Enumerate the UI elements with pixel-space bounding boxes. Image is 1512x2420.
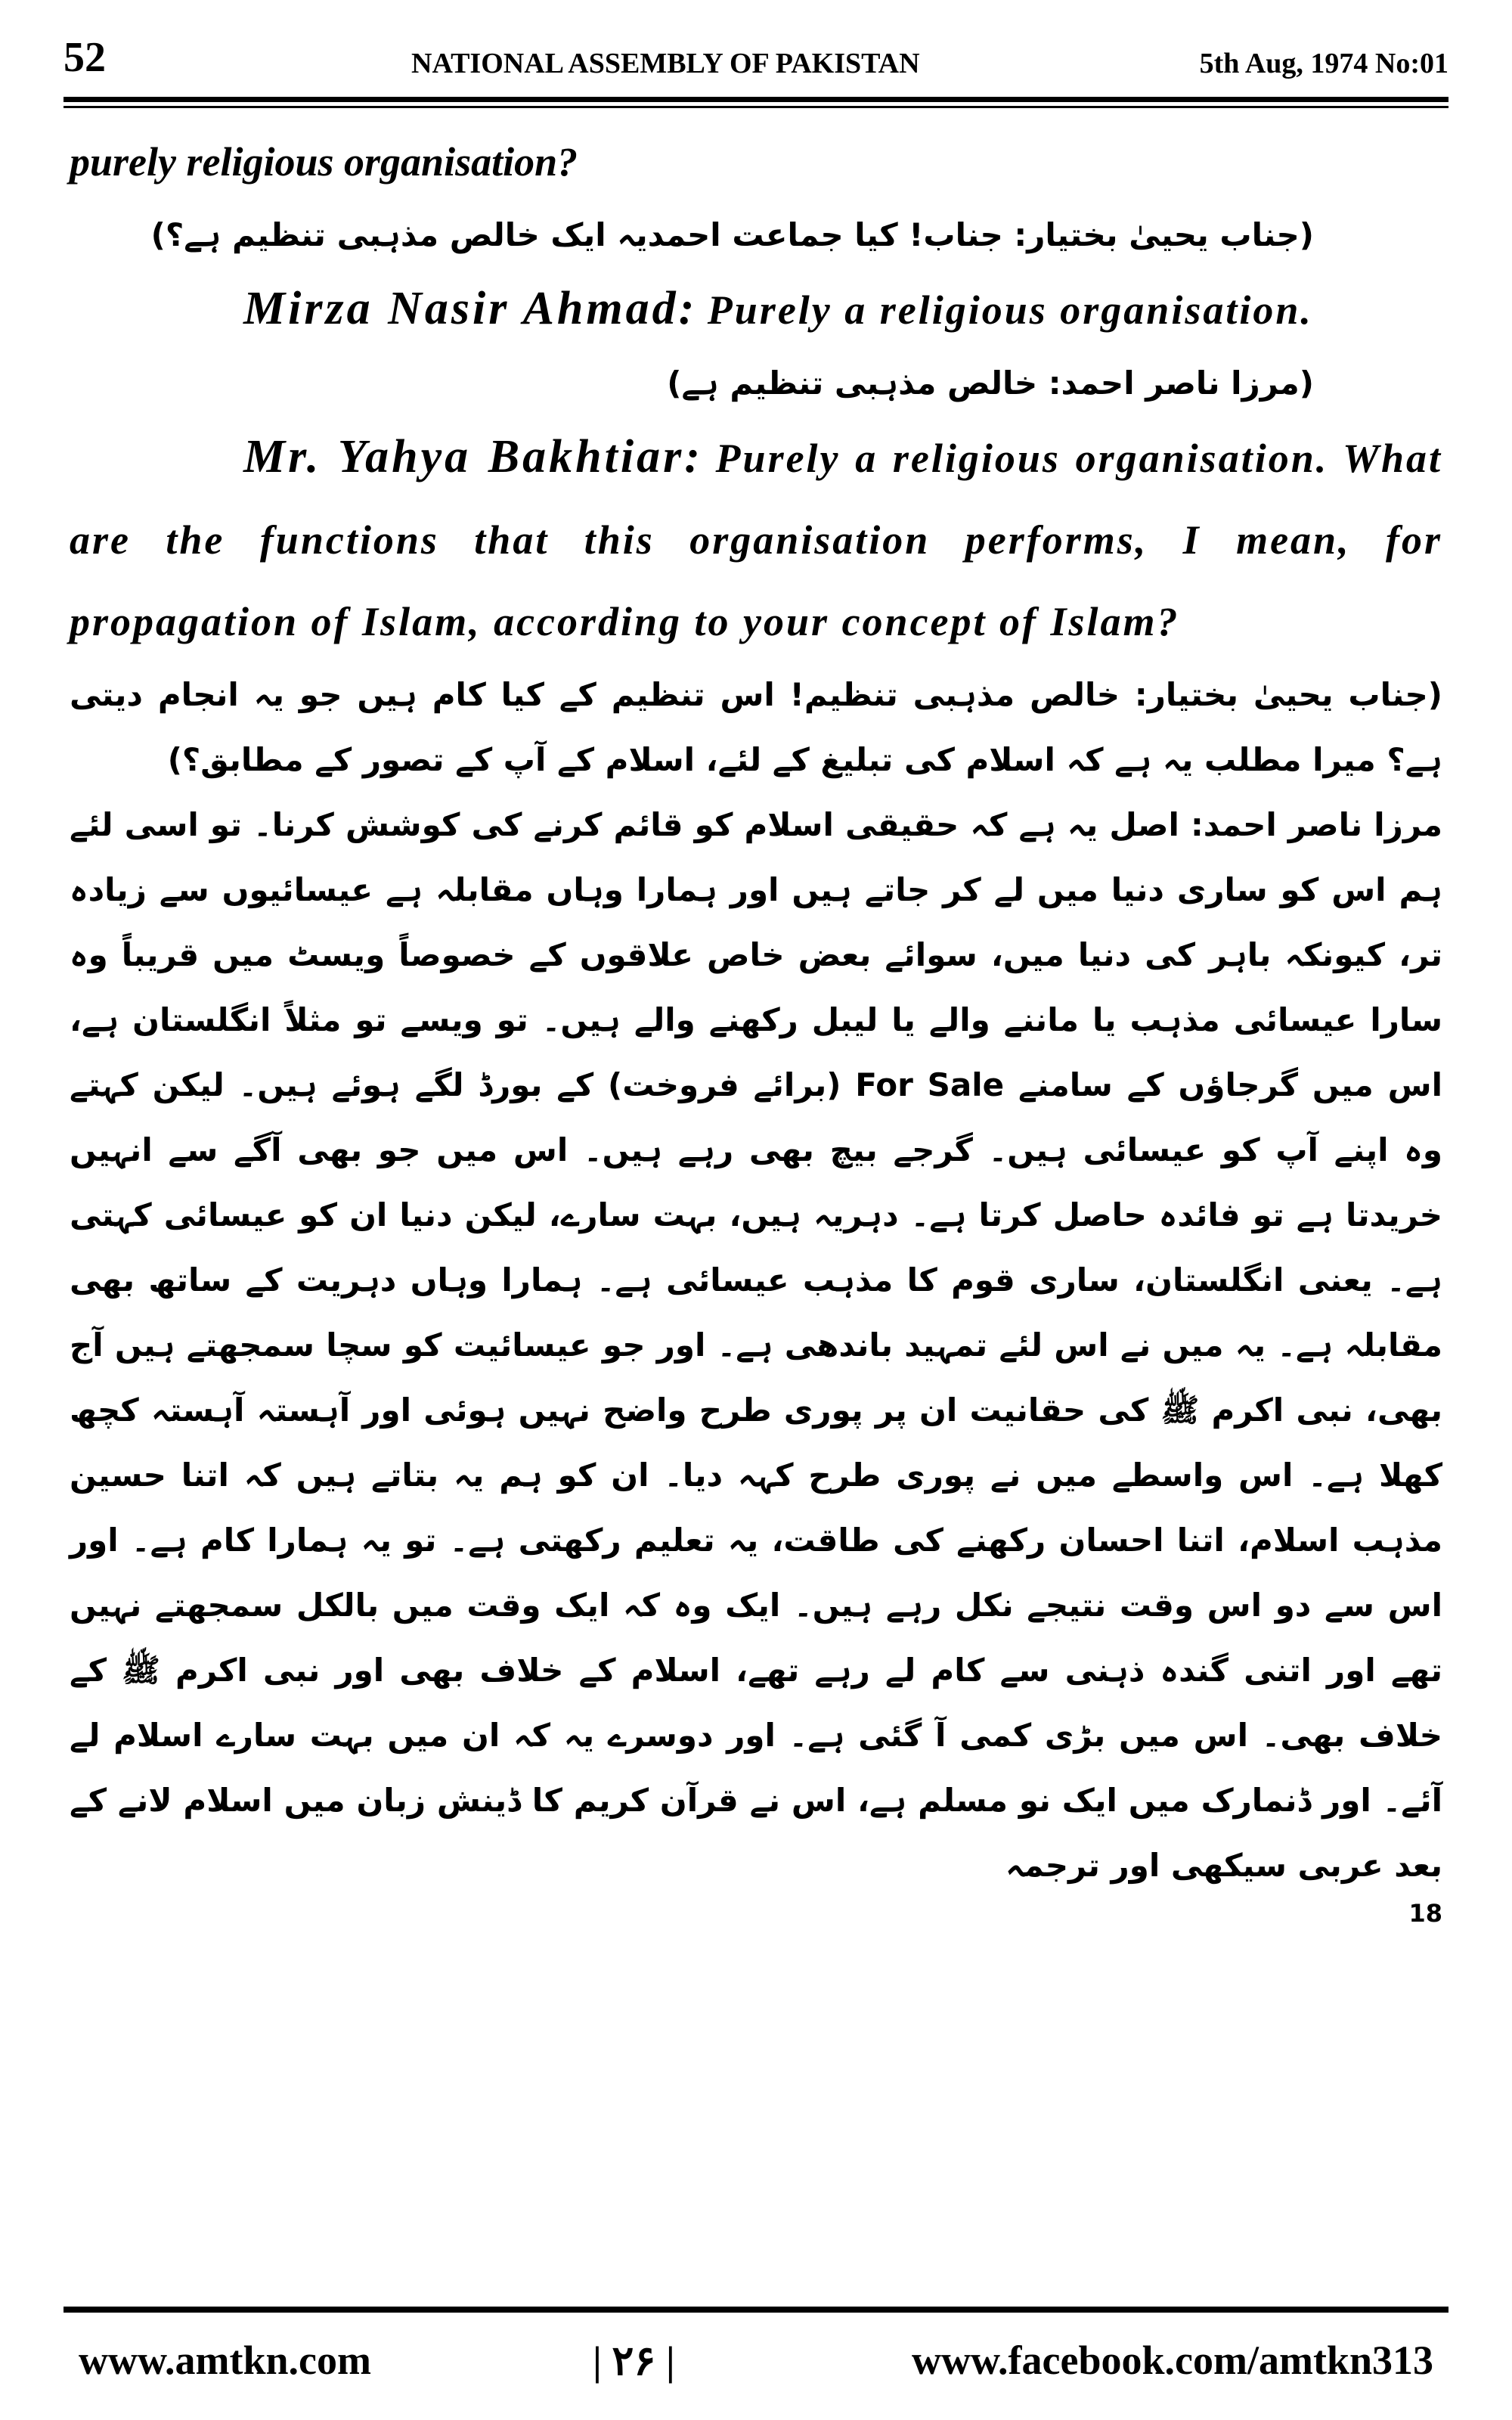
footer-rule [64,2307,1448,2313]
urdu-translation-question: (جناب یحییٰ بختیار: جناب! کیا جماعت احمدیہ ایک خالص مذہبی تنظیم ہے؟) [150,216,1314,253]
website-link[interactable]: www.amtkn.com [79,2338,371,2383]
session-date: 5th Aug, 1974 No:01 [1199,48,1448,79]
page-content [70,121,1442,2291]
urdu-translation-functions: (جناب یحییٰ بختیار: خالص مذہبی تنظیم! اس تنظیم کے کیا کام ہیں جو یہ انجام دیتی ہے؟ میرا مطلب یہ ہے کہ اسلام کی تبلیغ کے لئے، اسلام کے آپ کے تصور کے مطابق؟) [70,676,1442,778]
page-footer [64,2337,1448,2390]
speech-text: Purely a religious organisation. What are the functions that this organisation performs, I mean, for propagation of Islam, according to your concept of Islam? [70,436,1443,644]
urdu-answer-paragraph: مرزا ناصر احمد: اصل یہ ہے کہ حقیقی اسلام کو قائم کرنے کی کوشش کرنا۔ تو اسی لئے ہم اس کو ساری دنیا میں لے کر جاتے ہیں اور ہمارا وہاں مقابلہ ہے عیسائیوں سے زیادہ تر، کیونکہ باہر کی دنیا میں، سوائے بعض خاص علاقوں کے خصوصاً ویسٹ میں قریباً وہ سارا عیسائی مذہب یا ماننے والے یا لیبل رکھنے والے ہیں۔ تو ویسے تو مثلاً انگلستان ہے، اس میں گرجاؤں کے سامنے For Sale (برائے فروخت) کے بورڈ لگے ہوئے ہیں۔ لیکن کہتے وہ اپنے آپ کو عیسائی ہیں۔ گرجے بیچ بھی رہے ہیں۔ اس میں جو بھی آگے سے انہیں خریدتا ہے تو فائدہ حاصل کرتا ہے۔ دہریہ ہیں، بہت سارے، لیکن دنیا ان کو عیسائی کہتی ہے۔ یعنی انگلستان، ساری قوم کا مذہب عیسائی ہے۔ ہمارا وہاں دہریت کے ساتھ بھی مقابلہ ہے۔ یہ میں نے اس لئے تمہید باندھی ہے۔ اور جو عیسائیت کو سچا سمجھتے ہیں آج بھی، نبی اکرم ﷺ کی حقانیت ان پر پوری طرح واضح نہیں ہوئی اور آہستہ آہستہ کچھ کھلا ہے۔ اس واسطے میں نے پوری طرح کہہ دیا۔ ان کو ہم یہ بتاتے ہیں کہ اتنا حسین مذہب اسلام، اتنا احسان رکھنے کی طاقت، یہ تعلیم رکھتی ہے۔ تو یہ ہمارا کام ہے۔ اور اس سے دو اس وقت نتیجے نکل رہے ہیں۔ ایک وہ کہ ایک وقت میں بالکل سمجھتے نہیں تھے اور اتنی گندہ ذہنی سے کام لے رہے تھے، اسلام کے خلاف بھی اور نبی اکرم ﷺ کے خلاف بھی۔ اس میں بڑی کمی آ گئی ہے۔ اور دوسرے یہ کہ ان میں بہت سارے اسلام لے آئے۔ اور ڈنمارک میں ایک نو مسلم ہے، اس نے قرآن کریم کا ڈینش زبان میں اسلام لانے کے بعد عربی سیکھی اور ترجمہ [70,806,1442,1884]
page-number: 52 [64,34,106,81]
header-rule-thin [64,106,1448,108]
header-rule-thick [64,97,1448,102]
urdu-page-number: | ۲۶ | [593,2338,675,2384]
english-line-question: purely religious organisation? [70,139,578,185]
mirza-nasir-answer [70,268,1442,351]
footnote-marker: 18 [1408,1899,1442,1928]
speaker-yahya-bakhtiar: Mr. Yahya Bakhtiar: [243,431,703,482]
publication-title: NATIONAL ASSEMBLY OF PAKISTAN [411,48,920,79]
yahya-bakhtiar-question [70,416,1442,662]
facebook-link[interactable]: www.facebook.com/amtkn313 [912,2338,1433,2383]
speaker-mirza-nasir: Mirza Nasir Ahmad: [243,283,698,334]
speech-text: Purely a religious organisation. [707,287,1313,333]
page-header [64,30,1448,91]
urdu-translation-answer: (مرزا ناصر احمد: خالص مذہبی تنظیم ہے) [667,365,1314,402]
